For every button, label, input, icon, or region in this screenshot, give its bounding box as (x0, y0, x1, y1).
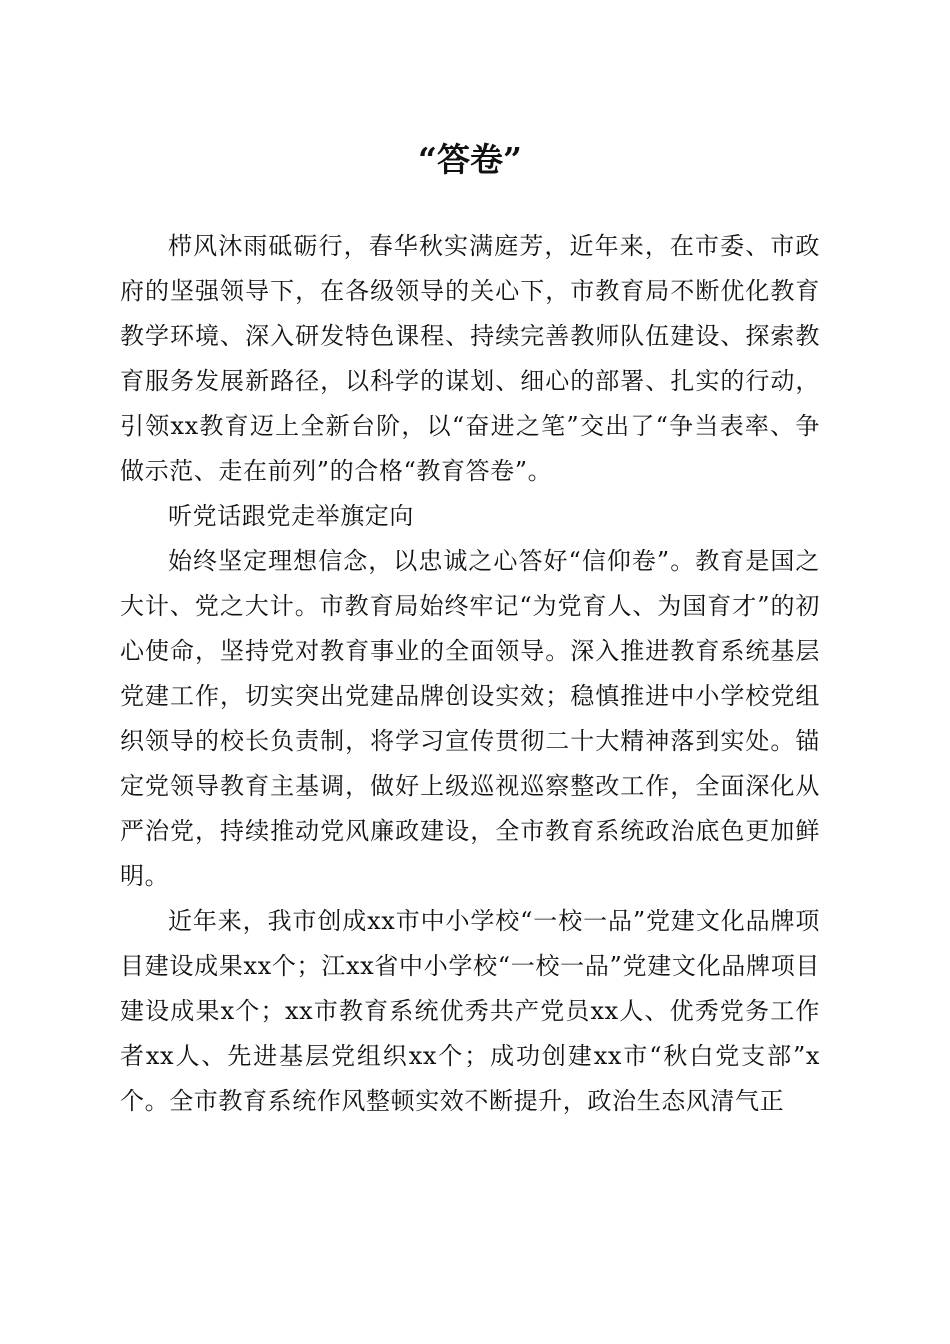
document-title: “答卷” (418, 140, 522, 179)
paragraph-achievements: 近年来，我市创成xx市中小学校“一校一品”党建文化品牌项目建设成果xx个；江xx省中小学校“一校一品”党建文化品牌项目建设成果x个；xx市教育系统优秀共产党员xx人、优秀党务工作者xx人、先进基层党组织xx个；成功创建xx市“秋白党支部”x个。全市教育系统作风整顿实效不断提升，政治生态风清气正 (120, 907, 820, 1115)
section-heading: 听党话跟党走举旗定向 (168, 502, 414, 530)
paragraph-belief: 始终坚定理想信念，以忠诚之心答好“信仰卷”。教育是国之大计、党之大计。市教育局始终牢记“为党育人、为国育才”的初心使命，坚持党对教育事业的全面领导。深入推进教育系统基层党建工作，切实突出党建品牌创设实效；稳慎推进中小学校党组织领导的校长负责制，将学习宣传贯彻二十大精神落到实处。锚定党领导教育主基调，做好上级巡视巡察整改工作，全面深化从严治党，持续推动党风廉政建设，全市教育系统政治底色更加鲜明。 (120, 547, 820, 890)
paragraph-intro: 栉风沐雨砥砺行，春华秋实满庭芳，近年来，在市委、市政府的坚强领导下，在各级领导的关心下，市教育局不断优化教育教学环境、深入研发特色课程、持续完善教师队伍建设、探索教育服务发展新路径，以科学的谋划、细心的部署、扎实的行动，引领xx教育迈上全新台阶，以“奋进之笔”交出了“争当表率、争做示范、走在前列”的合格“教育答卷”。 (120, 232, 820, 485)
